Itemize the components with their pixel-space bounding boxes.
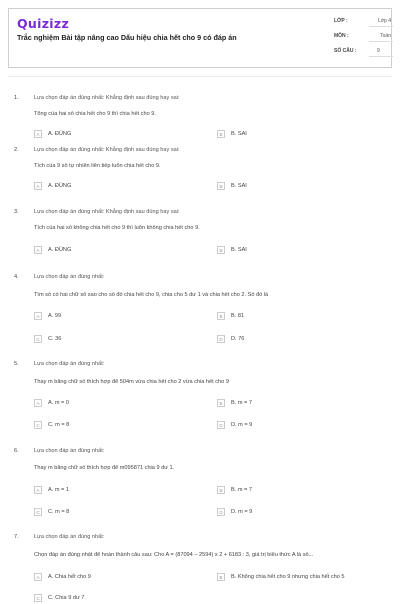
mon-underline [369, 41, 393, 42]
question-prompt: Lựa chọn đáp án đúng nhất: Khẳng định sau đúng hay sai: [34, 95, 180, 101]
option-label: A. Chia hết cho 9 [48, 574, 91, 580]
lop-underline [369, 26, 393, 27]
question-text: Tích của hai số không chia hết cho 9 thì luôn không chia hết cho 9. [34, 225, 200, 231]
question-prompt: Lựa chọn đáp án đúng nhất: Khẳng định sau đúng hay sai: [34, 147, 180, 153]
option-letter-box: A [34, 486, 42, 494]
question-number: 1. [14, 95, 19, 101]
option-label: C. 36 [48, 336, 62, 342]
question-prompt: Lựa chọn đáp án đúng nhất: [34, 274, 105, 280]
worksheet-title: Trắc nghiệm Bài tập nâng cao Dấu hiệu chia hết cho 9 có đáp án [17, 33, 237, 42]
question-number: 4. [14, 274, 19, 280]
option-letter-box: A [34, 399, 42, 407]
option-letter-box: C [34, 594, 42, 602]
question-prompt: Lựa chọn đáp án đúng nhất: [34, 534, 105, 540]
question-text: Thay m bằng chữ số thích hợp để 504m vừa chia hết cho 2 vừa chia hết cho 9 [34, 379, 229, 385]
question-prompt: Lựa chọn đáp án đúng nhất: [34, 361, 105, 367]
question-number: 2. [14, 147, 19, 153]
option-label: A. ĐÚNG [48, 247, 72, 253]
option-label: D. m = 9 [231, 509, 253, 515]
question-text: Tổng của hai số chia hết cho 9 thì chia hết cho 9. [34, 111, 156, 117]
option-letter-box: B [217, 312, 225, 320]
socau-label: SỐ CÂU : [334, 48, 357, 54]
question-text: Thay m bằng chữ số thích hợp để m095871 chia 9 dư 1. [34, 465, 175, 471]
question-prompt: Lựa chọn đáp án đúng nhất: [34, 448, 105, 454]
option-label: B. SAI [231, 247, 247, 253]
option-letter-box: B [217, 573, 225, 581]
option-letter-box: B [217, 399, 225, 407]
option-letter-box: A [34, 246, 42, 254]
option-letter-box: A [34, 573, 42, 581]
mon-value: Toán [380, 33, 391, 39]
option-label: A. ĐÚNG [48, 183, 72, 189]
option-label: B. SAI [231, 131, 247, 137]
option-letter-box: A [34, 312, 42, 320]
option-letter-box: C [34, 421, 42, 429]
option-label: B. 81 [231, 313, 245, 319]
option-letter-box: D [217, 508, 225, 516]
option-letter-box: B [217, 486, 225, 494]
worksheet-header [8, 8, 392, 68]
option-letter-box: B [217, 182, 225, 190]
socau-value: 9 [377, 48, 380, 54]
option-label: D. 76 [231, 336, 245, 342]
option-label: A. m = 0 [48, 400, 69, 406]
option-letter-box: B [217, 246, 225, 254]
mon-label: MÔN : [334, 33, 349, 39]
question-text: Tích của 9 số tự nhiên liên tiếp luôn chia hết cho 9. [34, 163, 161, 169]
option-label: A. 99 [48, 313, 62, 319]
option-label: A. m = 1 [48, 487, 69, 493]
option-letter-box: A [34, 182, 42, 190]
option-letter-box: B [217, 130, 225, 138]
lop-value: Lớp 4 [377, 18, 391, 24]
question-text: Tìm số có hai chữ số sao cho số đó chia hết cho 9, chia cho 5 dư 1 và chia hết cho 2. Số đó là [34, 292, 269, 298]
option-letter-box: C [34, 335, 42, 343]
option-label: B. Không chia hết cho 9 nhưng chia hết cho 5 [231, 574, 345, 580]
option-letter-box: C [34, 508, 42, 516]
option-letter-box: D [217, 335, 225, 343]
quizizz-logo: Quizizz [17, 16, 70, 31]
socau-underline [369, 56, 393, 57]
question-number: 6. [14, 448, 19, 454]
option-label: B. SAI [231, 183, 247, 189]
option-label: D. m = 9 [231, 422, 253, 428]
option-label: B. m = 7 [231, 487, 252, 493]
option-label: C. Chia 9 dư 7 [48, 595, 85, 601]
option-letter-box: A [34, 130, 42, 138]
header-divider [8, 76, 392, 77]
question-text: Chọn đáp án đúng nhất để hoàn thành câu sau: Cho A = (87094 – 2594) x 2 + 6183 : 3, giá trị biểu thức A là số... [34, 552, 314, 558]
option-label: B. m = 7 [231, 400, 252, 406]
question-prompt: Lựa chọn đáp án đúng nhất: Khẳng định sau đúng hay sai: [34, 209, 180, 215]
question-number: 5. [14, 361, 19, 367]
question-number: 3. [14, 209, 19, 215]
option-label: C. m = 8 [48, 509, 70, 515]
option-label: A. ĐÚNG [48, 131, 72, 137]
option-label: C. m = 8 [48, 422, 70, 428]
lop-label: LỚP : [334, 18, 348, 24]
question-number: 7. [14, 534, 19, 540]
option-letter-box: D [217, 421, 225, 429]
